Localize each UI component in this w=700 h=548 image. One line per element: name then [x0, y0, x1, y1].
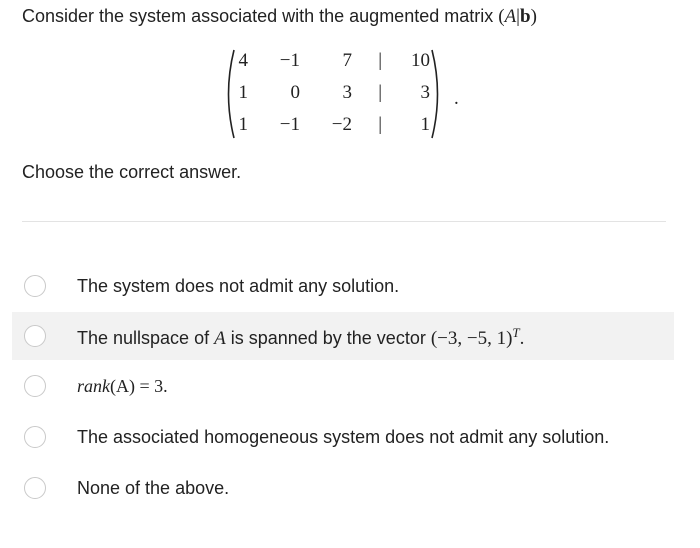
option-label: The nullspace of A is spanned by the vector (−3, −5, 1)$^T$.	[77, 325, 525, 349]
augmented-matrix-symbol: (A|b)	[498, 6, 537, 27]
radio-button[interactable]	[24, 426, 46, 448]
matrix-cell: 0	[290, 82, 300, 103]
answer-option-3[interactable]	[12, 362, 674, 410]
question-intro: Consider the system associated with the augmented matrix	[22, 6, 499, 26]
augmented-matrix	[222, 48, 458, 140]
option-label: None of the above.	[77, 478, 230, 498]
matrix-cell: −1	[279, 50, 300, 71]
option-label: The system does not admit any solution.	[77, 276, 400, 296]
right-parenthesis	[430, 48, 444, 140]
divider	[22, 221, 666, 222]
radio-button[interactable]	[24, 325, 46, 347]
matrix-cell: −2	[331, 114, 352, 135]
matrix-separator: |	[378, 82, 382, 103]
matrix-separator: |	[378, 50, 382, 71]
radio-button[interactable]	[24, 275, 46, 297]
matrix-cell: 4	[238, 50, 248, 71]
question-text	[22, 4, 537, 29]
prompt-text: Choose the correct answer.	[22, 162, 242, 182]
answer-option-4[interactable]	[12, 413, 674, 461]
matrix-cell: 7	[342, 50, 352, 71]
matrix-separator: |	[378, 114, 382, 135]
matrix-period: .	[454, 88, 459, 109]
matrix-cell: 3	[342, 82, 352, 103]
matrix-cell: −1	[279, 114, 300, 135]
matrix-cell: 3	[420, 82, 430, 103]
radio-button[interactable]	[24, 375, 46, 397]
option-label: The associated homogeneous system does not admit any solution.	[77, 427, 610, 447]
answer-option-2[interactable]	[12, 312, 674, 360]
matrix-cell: 1	[420, 114, 430, 135]
matrix-cell: 10	[411, 50, 430, 71]
answer-option-1[interactable]	[12, 262, 674, 310]
answer-option-5[interactable]	[12, 464, 674, 512]
option-label: rank(A) = 3.	[77, 376, 168, 396]
matrix-cell: 1	[238, 114, 248, 135]
radio-button[interactable]	[24, 477, 46, 499]
matrix-cell: 1	[238, 82, 248, 103]
